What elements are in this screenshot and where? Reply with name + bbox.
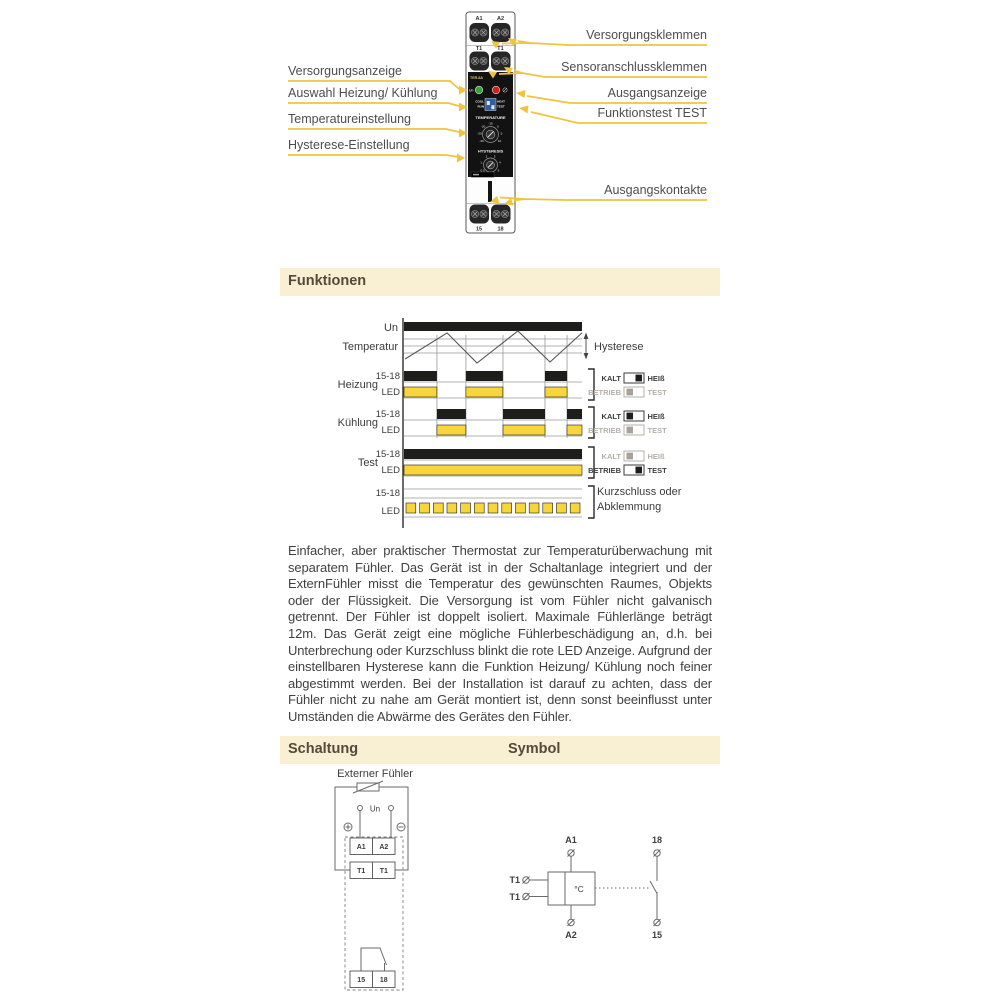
callout-ausgangsanzeige: Ausgangsanzeige [607,86,707,100]
box-label-t1b: T1 [379,868,388,875]
callout-sensoranschlussklemmen: Sensoranschlussklemmen [561,60,707,74]
contact-sublabel: 15-18 [375,488,400,499]
switch-label-right: HEIß [647,452,665,461]
signal-bar [437,409,466,419]
switch-position [627,413,634,420]
symbol-diagram [490,830,690,950]
symbol-label-t1a: T1 [509,875,520,885]
switch-label-left: KALT [601,412,621,421]
callout-line-ausgangskontakte [500,198,707,201]
supply-node-right [389,806,394,811]
signal-bar [404,371,437,381]
dip-label-cool: COOL [475,99,484,104]
function-timing-diagram [330,305,720,535]
signal-bar [404,449,582,459]
signal-bar [545,371,567,381]
wiring-diagram [320,766,470,1000]
blink-segment [557,503,567,513]
blink-segment [529,503,539,513]
box-label-a1: A1 [356,844,366,851]
knob-scale-value: -25 [477,131,482,136]
temperatur-row-label: Temperatur [342,341,398,353]
un-supply-bar [404,322,582,331]
device-boundary-dashed [345,837,403,990]
switch-label-right: TEST [647,388,667,397]
signal-bar [437,425,466,435]
plus-symbol [344,823,352,831]
blink-segment [516,503,526,513]
callout-hysterese-einstellung: Hysterese-Einstellung [288,138,410,152]
fault-note-line2: Abklemmung [597,501,662,513]
knob-scale-value: 4 [498,160,501,165]
switch-label-left: BETRIEB [588,466,621,475]
contact-sublabel: 15-18 [375,371,400,382]
knob-scale-value: -15 [488,121,493,126]
un-led-label: Un [469,88,474,93]
switch-label-right: HEIß [647,374,665,383]
knob-scale-value: 10 [497,139,502,143]
fault-note-line1: Kurzschluss oder [597,486,682,498]
symbol-label-18: 18 [651,835,663,845]
knob-scale-value: 5 [500,131,503,136]
signal-bar [545,387,567,397]
blink-segment [474,503,484,513]
knob-scale-value: -30 [479,139,484,143]
sensor-wire-left [335,787,357,870]
external-sensor-label: Externer Fühler [337,768,413,780]
signal-bar [404,387,437,397]
terminal-circle-18 [654,850,661,857]
knob-scale-value: 3 [493,154,496,159]
knob-scale-value: 0 [496,124,499,129]
blink-segment [488,503,498,513]
box-label-18: 18 [379,977,388,984]
terminal-circle-a1 [568,850,575,857]
callout-lines [0,0,1000,260]
temperature-label: TEMPERATURE [475,115,506,120]
terminal-label-a2: A2 [496,16,505,22]
contact-sublabel: 15-18 [375,409,400,420]
switch-position [627,427,634,434]
annotation-bracket [588,486,594,518]
dip-label-run: RUN [477,104,484,109]
dip-label-test: TEST [497,104,505,109]
knob-scale-value: -20 [481,124,486,129]
terminal-label-t1a: T1 [475,45,483,52]
thermostat-box [548,872,595,905]
signal-bar [503,409,545,419]
switch-position [627,453,634,460]
terminal-circle-15 [654,919,661,926]
temperature-curve [405,331,582,363]
callout-arrowheads [457,38,529,206]
terminal-circle-t1b [523,893,530,900]
led-sublabel: LED [381,425,400,436]
hysterese-label: Hysterese [594,341,644,353]
callout-auswahl-heizung-kuehlung: Auswahl Heizung/ Kühlung [288,86,438,100]
sensor-wire-right [379,787,408,870]
symbol-label-t1b: T1 [509,892,520,902]
switch-position [636,467,643,474]
schaltung-title: Schaltung [288,741,359,757]
funktionen-band [280,268,720,296]
hysteresis-label: HYSTERESIS [477,148,504,154]
symbol-label-a1: A1 [565,835,577,845]
callout-line-hysterese [288,155,459,157]
switch-label-left: BETRIEB [588,388,621,397]
description-paragraph: Einfacher, aber praktischer Thermostat zur Temperaturüberwachung mit separatem Fühler. Das Gerät ist in der Schaltanlage integriert und der ExternFühler misst die Temperatur des gewünschten Raumes, Objekts oder der Flüssigkeit. Die Versorgung ist vom Fühler nicht galvanisch getrennt. Der Fühler ist doppelt isoliert. Maximale Fühlerlänge beträgt 12m. Das Gerät zeigt eine mögliche Fühlerbeschädigung an, d.h. bei Unterbrechung oder Kurzschluss blinkt die rote LED Anzeige. Aufgrund der einstellbaren Hysterese kann die Funktion Heizung/ Kühlung noch feiner abgestimmt werden. Bei der Installation ist darauf zu achten, dass der Fühler nicht zu nahe am Gerät montiert ist, denn sonst beeinflusst unter Umständen die Abwärme des Gerätes den Fühler. [288,543,712,724]
terminal-label-a1: A1 [475,16,483,22]
contact-sublabel: 15-18 [375,449,400,460]
blink-segment [420,503,430,513]
terminal-label-15: 15 [475,226,483,233]
model-label: TER-8A [470,76,483,80]
led-sublabel: LED [381,465,400,476]
signal-bar [404,465,582,475]
signal-bar [466,387,503,397]
signal-bar [466,371,503,381]
row-group-label: Kühlung [337,417,378,429]
row-group-label: Heizung [337,379,378,391]
switch-label-right: TEST [647,466,667,475]
switch-label-left: BETRIEB [588,426,621,435]
callout-temperatureinstellung: Temperatureinstellung [288,112,411,126]
minus-symbol [397,823,405,831]
blink-segment [406,503,416,513]
blink-segment [433,503,443,513]
signal-bar [503,425,545,435]
switch-position [636,375,643,382]
knob-scale-value: 0.5 [480,168,485,173]
terminal-label-t1b: T1 [497,45,504,52]
signal-bar [567,425,582,435]
blink-segment [570,503,580,513]
blink-segment [461,503,471,513]
callout-ausgangskontakte: Ausgangskontakte [604,183,707,197]
switch-position [627,389,634,396]
box-label-t1a: T1 [357,868,366,875]
callout-versorgungsklemmen: Versorgungsklemmen [586,28,707,42]
terminal-circle-a2 [568,919,575,926]
terminal-label-18: 18 [497,226,504,233]
celsius-label: °C [574,884,584,894]
led-sublabel: LED [381,506,400,517]
callout-line-temperatur [288,129,459,132]
blink-segment [502,503,512,513]
supply-node-left [358,806,363,811]
dip-label-heat: HEAT [497,99,505,104]
knob-scale-value: 1 [480,160,483,165]
led-sublabel: LED [381,387,400,398]
symbol-label-a2: A2 [565,930,577,940]
schaltung-symbol-band [280,736,720,764]
blink-segment [447,503,457,513]
symbol-label-15: 15 [651,930,663,940]
callout-versorgungsanzeige: Versorgungsanzeige [288,64,402,78]
blink-segment [543,503,553,513]
switch-label-left: KALT [601,452,621,461]
un-supply-label: Un [369,804,381,814]
switch-label-right: TEST [647,426,667,435]
knob-scale-value: 2 [485,154,488,159]
un-row-label: Un [383,322,398,334]
signal-bar [567,409,582,419]
terminal-circle-t1a [523,877,530,884]
symbol-title: Symbol [508,741,561,757]
switch-label-left: KALT [601,374,621,383]
callout-line-auswahl [288,103,459,106]
relay-contact-symbol [361,948,387,971]
contact-blade [650,881,657,894]
row-group-label: Test [357,457,378,469]
box-label-a2: A2 [379,844,389,851]
knob-scale-value: 5 [497,168,500,173]
switch-label-right: HEIß [647,412,665,421]
callout-funktionstest: Funktionstest TEST [597,106,707,120]
box-label-15: 15 [357,977,366,984]
funktionen-title: Funktionen [288,273,367,289]
